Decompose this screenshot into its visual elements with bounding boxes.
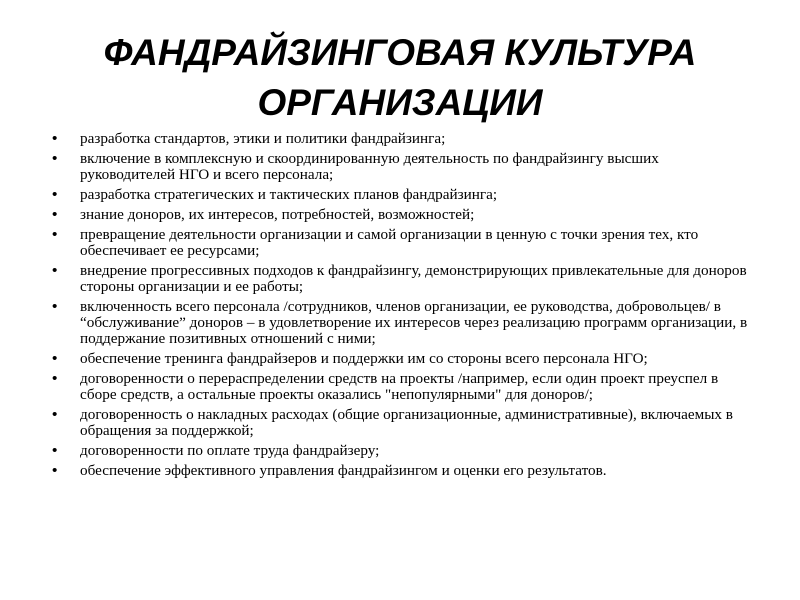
list-item [52, 443, 752, 459]
list-item-text: договоренности о перераспределении средств на проекты /например, если один проект преуспел в сборе средств, а остальные проекты оказались "непопулярными" для доноров/; [80, 370, 719, 403]
bullet-icon: • [52, 298, 58, 315]
bullet-icon: • [52, 462, 58, 479]
list-item-text: включенность всего персонала /сотрудников, членов организации, ее руководства, добровольцев/ в “обслуживание” доноров – в удовлетворение их интересов через реализацию программ организации, в поддержание позитивных отношений с ними; [80, 298, 748, 347]
bullet-icon: • [52, 406, 58, 423]
bullet-icon: • [52, 442, 58, 459]
list-item-text: разработка стандартов, этики и политики фандрайзинга; [80, 130, 446, 147]
list-item-text: превращение деятельности организации и самой организации в ценную с точки зрения тех, кто обеспечивает ее ресурсами; [80, 226, 699, 259]
bullet-icon: • [52, 130, 58, 147]
bullet-list [52, 131, 752, 483]
list-item [52, 371, 752, 403]
list-item [52, 299, 752, 347]
list-item-text: обеспечение тренинга фандрайзеров и поддержки им со стороны всего персонала НГО; [80, 350, 648, 367]
bullet-icon: • [52, 350, 58, 367]
bullet-icon: • [52, 370, 58, 387]
list-item-text: договоренность о накладных расходах (общие организационные, административные), включаемых в обращения за поддержкой; [80, 406, 733, 439]
list-item [52, 407, 752, 439]
list-item [52, 151, 752, 183]
list-item-text: включение в комплексную и скоординированную деятельность по фандрайзингу высших руководителей НГО и всего персонала; [80, 150, 659, 183]
list-item-text: обеспечение эффективного управления фандрайзингом и оценки его результатов. [80, 462, 607, 479]
list-item-text: знание доноров, их интересов, потребностей, возможностей; [80, 206, 475, 223]
list-item [52, 263, 752, 295]
list-item [52, 207, 752, 223]
bullet-icon: • [52, 226, 58, 243]
list-item [52, 187, 752, 203]
slide-title: ФАНДРАЙЗИНГОВАЯ КУЛЬТУРА ОРГАНИЗАЦИИ [103, 32, 697, 123]
list-item-text: внедрение прогрессивных подходов к фандрайзингу, демонстрирующих привлекательные для доноров стороны организации и ее работы; [80, 262, 747, 295]
bullet-icon: • [52, 186, 58, 203]
list-item [52, 131, 752, 147]
list-item-text: договоренности по оплате труда фандрайзеру; [80, 442, 380, 459]
bullet-icon: • [52, 150, 58, 167]
list-item [52, 351, 752, 367]
bullet-icon: • [52, 206, 58, 223]
list-item-text: разработка стратегических и тактических планов фандрайзинга; [80, 186, 498, 203]
list-item [52, 463, 752, 479]
list-item [52, 227, 752, 259]
bullet-icon: • [52, 262, 58, 279]
